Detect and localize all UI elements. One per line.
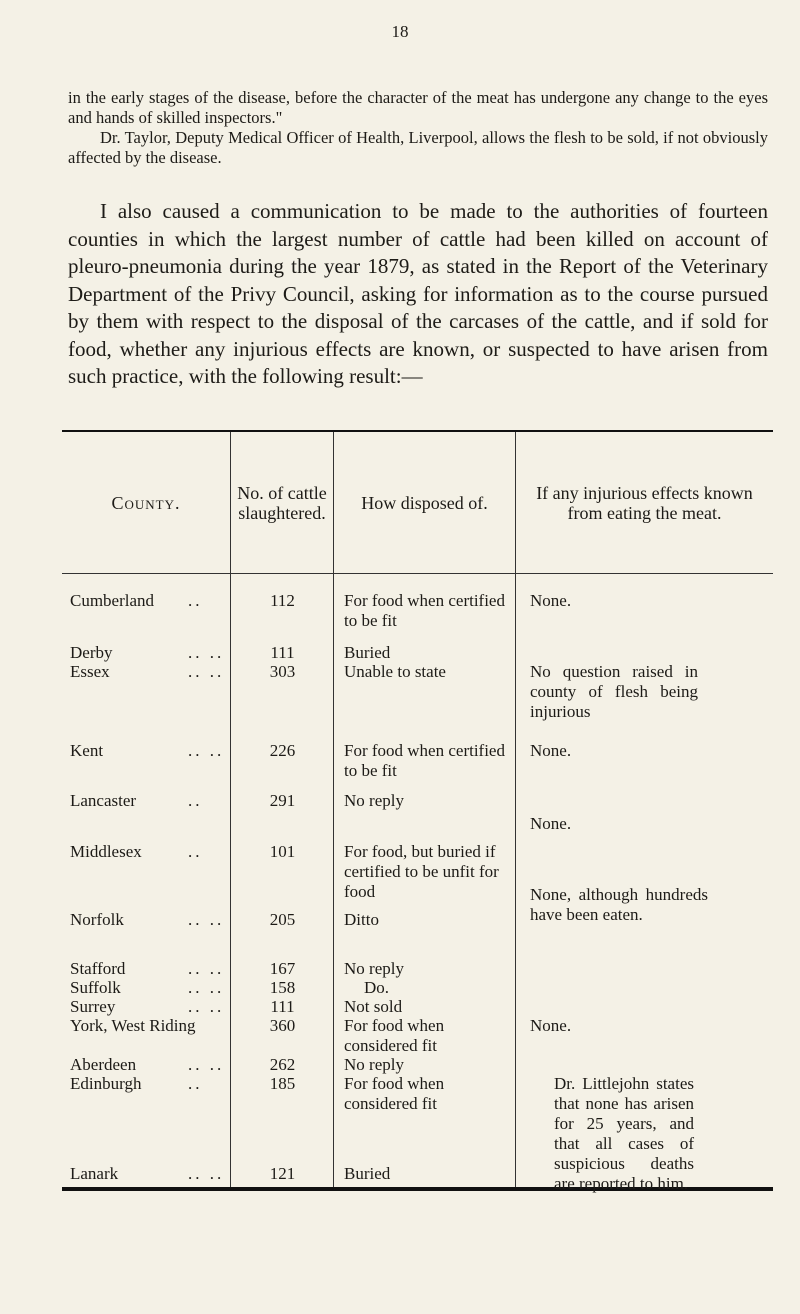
table-row: Edinburgh .. xyxy=(70,1074,203,1093)
column-slaughtered xyxy=(230,574,333,1187)
county-name: Essex xyxy=(70,662,110,681)
disposal-text: Buried xyxy=(344,643,391,662)
effects-text: None. xyxy=(530,814,572,833)
county-name: Kent xyxy=(70,741,104,760)
table-row xyxy=(70,1016,228,1036)
disposal-text: For food when certified to be fit xyxy=(344,591,505,630)
disposal-text: No reply xyxy=(344,791,404,810)
table-row: Lancaster .. xyxy=(70,791,203,810)
table-row: Norfolk .. .. xyxy=(70,910,225,929)
table-header-row xyxy=(62,432,773,573)
effects-text: None. xyxy=(530,741,572,760)
header-disposed: How disposed of. xyxy=(333,432,515,573)
cattle-count: 101 xyxy=(269,842,296,861)
cattle-count: 111 xyxy=(270,997,295,1016)
disposal-text: For food when certified to be fit xyxy=(344,741,505,780)
county-name: Cumberland xyxy=(70,591,155,610)
effects-text: No question raised in county of flesh being injurious xyxy=(530,662,698,721)
county-name: Aberdeen xyxy=(70,1055,137,1074)
table-row: Essex .. .. xyxy=(70,662,225,681)
page-number: 18 xyxy=(391,22,409,41)
cattle-count: 158 xyxy=(269,978,296,997)
effects-text: None. xyxy=(530,1016,572,1035)
quote-line-1: in the early stages of the disease, before the character of the meat has undergone any change to the eyes and hands of skilled inspectors." xyxy=(68,88,768,127)
county-name: Stafford xyxy=(70,959,126,978)
disposal-text: Not sold xyxy=(344,997,403,1016)
county-name: Derby xyxy=(70,643,113,662)
county-name: Lancaster xyxy=(70,791,137,810)
table-row: Stafford .. .. xyxy=(70,959,225,978)
county-name: York, West Riding xyxy=(70,1016,196,1035)
table-row: Middlesex .. xyxy=(70,842,203,861)
disposal-text: Buried xyxy=(344,1164,391,1183)
table-row: Kent .. .. xyxy=(70,741,225,760)
table-row: Suffolk .. .. xyxy=(70,978,225,997)
disposal-text: No reply xyxy=(344,1055,404,1074)
cattle-count: 112 xyxy=(270,591,295,610)
effects-text: Dr. Littlejohn states that none has arisen for 25 years, and that all cases of suspicious deaths are reported to him. xyxy=(554,1074,694,1193)
county-name: Middlesex xyxy=(70,842,142,861)
county-name: Surrey xyxy=(70,997,116,1016)
header-effects: If any injurious effects known from eating the meat. xyxy=(515,432,773,573)
results-table xyxy=(62,430,773,1191)
header-slaughtered: No. of cattle slaughtered. xyxy=(230,432,333,573)
cattle-count: 167 xyxy=(269,959,296,978)
disposal-text: Ditto xyxy=(344,910,379,929)
disposal-text: For food, but buried if certified to be unfit for food xyxy=(344,842,499,901)
main-paragraph: I also caused a communication to be made to the authorities of fourteen counties in which the largest number of cattle had been killed on account of pleuro-pneumonia during the year 1879, as stated in the Report of the Veterinary Department of the Privy Council, asking for information as to the course pursued by them with respect to the disposal of the carcases of the cattle, and if sold for food, whether any injurious effects are known, or suspected to have arisen from such practice, with the following result:— xyxy=(68,199,768,388)
cattle-count: 226 xyxy=(269,741,296,760)
header-county: County. xyxy=(111,492,181,513)
cattle-count: 360 xyxy=(269,1016,296,1035)
column-effects xyxy=(515,574,773,1193)
effects-text: None, although hundreds have been eaten. xyxy=(530,885,708,924)
table-row: Derby .. .. xyxy=(70,643,225,662)
column-disposed xyxy=(333,574,515,1187)
county-name: Lanark xyxy=(70,1164,119,1183)
table-body xyxy=(62,574,773,1193)
county-name: Edinburgh xyxy=(70,1074,142,1093)
disposal-text: Unable to state xyxy=(344,662,446,681)
table-row: Aberdeen .. .. xyxy=(70,1055,225,1074)
disposal-text: No reply xyxy=(344,959,404,978)
effects-text: None. xyxy=(530,591,572,610)
quote-block xyxy=(68,88,768,168)
table-row: Surrey .. .. xyxy=(70,997,225,1016)
cattle-count: 303 xyxy=(269,662,296,681)
cattle-count: 185 xyxy=(269,1074,296,1093)
county-name: Suffolk xyxy=(70,978,121,997)
table-row: Lanark .. .. xyxy=(70,1164,225,1183)
column-county xyxy=(62,574,230,1187)
cattle-count: 262 xyxy=(269,1055,296,1074)
cattle-count: 291 xyxy=(269,791,296,810)
disposal-text: Do. xyxy=(364,978,390,997)
cattle-count: 121 xyxy=(269,1164,296,1183)
cattle-count: 111 xyxy=(270,643,295,662)
disposal-text: For food when considered fit xyxy=(344,1016,445,1055)
quote-line-2: Dr. Taylor, Deputy Medical Officer of Health, Liverpool, allows the flesh to be sold, if not obviously affected by the disease. xyxy=(68,128,768,167)
disposal-text: For food when considered fit xyxy=(344,1074,445,1113)
county-name: Norfolk xyxy=(70,910,124,929)
table-row: Cumberland .. xyxy=(70,591,203,610)
cattle-count: 205 xyxy=(269,910,296,929)
